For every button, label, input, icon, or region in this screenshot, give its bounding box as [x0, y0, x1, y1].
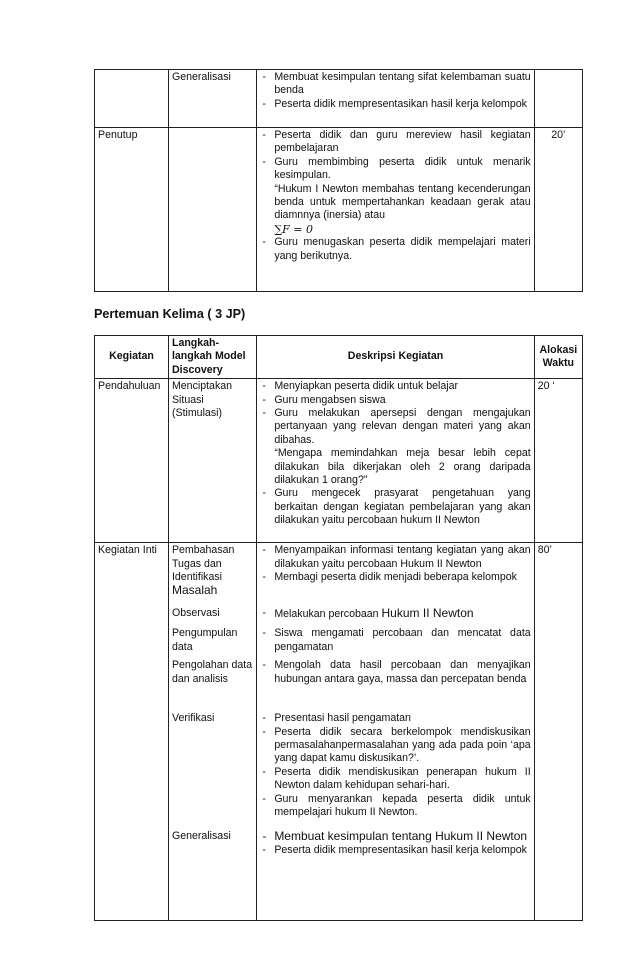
bullet-list: [260, 659, 530, 686]
header-row: [95, 336, 583, 379]
table-row: [95, 128, 583, 292]
activity-cell: Pendahuluan: [95, 379, 169, 543]
item-text-big: Hukum II Newton: [381, 606, 474, 621]
list-item: - Guru membimbing peserta didik untuk menarik kesimpulan.: [260, 156, 530, 183]
quote-text: “Hukum I Newton membahas tentang kecenderungan benda untuk mempertahankan keadaan gerak atau diamnnya (inersia) atau: [274, 182, 531, 222]
header-steps: Langkah-langkah Model Discovery: [168, 336, 256, 379]
step-label-block: [172, 544, 253, 607]
header-time: Alokasi Waktu: [534, 336, 582, 379]
list-item: - Menyiapkan peserta didik untuk belajar: [260, 380, 530, 393]
step-label: Observasi: [171, 607, 220, 620]
step-label: Pengumpulan data: [171, 627, 238, 653]
bullet-list: [260, 129, 530, 183]
description-cell: [257, 70, 534, 128]
section-heading: Pertemuan Kelima ( 3 JP): [94, 307, 246, 321]
step-description: [260, 607, 530, 627]
step-cell: [168, 128, 256, 292]
step-cell: Menciptakan Situasi (Stimulasi): [168, 379, 256, 543]
list-item: - Membagi peserta didik menjadi beberapa kelompok: [260, 571, 530, 584]
list-item: - Menyampaikan informasi tentang kegiatan yang akan dilakukan yaitu percobaan Hukum II Newton: [260, 544, 530, 571]
description-cell: [257, 128, 534, 292]
step-description: [260, 712, 530, 830]
bullet-list: [260, 830, 530, 857]
list-item: - Peserta didik mendiskusikan penerapan hukum II Newton dalam kehidupan sehari-hari.: [260, 766, 530, 793]
table-row: [95, 543, 583, 921]
time-cell: [534, 70, 582, 128]
bullet-list: [260, 487, 530, 527]
step-description: [260, 830, 530, 857]
bullet-list: [260, 627, 530, 654]
list-item: - Guru menyarankan kepada peserta didik untuk mempelajari hukum II Newton.: [260, 793, 530, 820]
list-item: - Guru menugaskan peserta didik mempelajari materi yang berikutnya.: [260, 236, 530, 263]
step-label: Generalisasi: [171, 830, 231, 843]
list-item: [260, 607, 530, 621]
header-activity: Kegiatan: [95, 336, 169, 379]
list-item: - Presentasi hasil pengamatan: [260, 712, 530, 725]
time-cell: 20 ‘: [534, 379, 582, 543]
bullet-list: [260, 380, 530, 447]
quote-text: “Mengapa memindahkan meja besar lebih cepat dilakukan bila dikerjakan oleh 2 orang daripada dilakukan 1 orang?”: [274, 447, 531, 487]
bullet-list: [260, 71, 530, 111]
step-label-big: Masalah: [171, 583, 218, 598]
activity-cell: [95, 70, 169, 128]
continuation-table: [94, 69, 583, 292]
step-description: [260, 659, 530, 712]
time-cell: 20’: [534, 128, 582, 292]
list-item: - Membuat kesimpulan tentang Hukum II Newton: [260, 830, 530, 843]
list-item: - Peserta didik mempresentasikan hasil kerja kelompok: [260, 844, 530, 857]
list-item: - Peserta didik mempresentasikan hasil kerja kelompok: [260, 98, 530, 111]
activities-table: [94, 335, 583, 921]
description-cell: [257, 543, 534, 921]
description-cell: [257, 379, 534, 543]
table-row: [95, 70, 583, 128]
time-cell: 80’: [534, 543, 582, 921]
list-item: - Siswa mengamati percobaan dan mencatat data pengamatan: [260, 627, 530, 654]
list-item: - Peserta didik secara berkelompok mendiskusikan permasalahanpermasalahan yang ada pada poin ‘apa yang dapat kamu diskusikan?’.: [260, 726, 530, 766]
formula: ∑F = 0: [274, 222, 314, 236]
list-item: - Guru melakukan apersepsi dengan mengajukan pertanyaan yang relevan dengan materi yang akan dibahas.: [260, 407, 530, 447]
step-cell: Generalisasi: [168, 70, 256, 128]
list-item: - Peserta didik dan guru mereview hasil kegiatan pembelajaran: [260, 129, 530, 156]
bullet-list: [260, 236, 530, 263]
step-label: Pengolahan data dan analisis: [171, 659, 253, 685]
step-description: [260, 627, 530, 659]
bullet-list: [260, 607, 530, 621]
header-description: Deskripsi Kegiatan: [257, 336, 534, 379]
activity-cell: Kegiatan Inti: [95, 543, 169, 921]
step-label: Pembahasan Tugas dan Identifikasi: [171, 544, 235, 584]
step-label: Verifikasi: [171, 712, 215, 725]
list-item: - Mengolah data hasil percobaan dan menyajikan hubungan antara gaya, massa dan percepatan benda: [260, 659, 530, 686]
bullet-list: [260, 712, 530, 819]
list-item: - Guru mengecek prasyarat pengetahuan yang berkaitan dengan kegiatan pembelajaran yang akan dilakukan yaitu percobaan hukum II Newton: [260, 487, 530, 527]
list-item: - Guru mengabsen siswa: [260, 394, 530, 407]
table-row: [95, 379, 583, 543]
steps-cell: [168, 543, 256, 921]
list-item: - Membuat kesimpulan tentang sifat kelembaman suatu benda: [260, 71, 530, 98]
item-text: Melakukan percobaan: [274, 608, 379, 621]
bullet-list: [260, 544, 530, 584]
step-description: [260, 544, 530, 607]
activity-cell: Penutup: [95, 128, 169, 292]
